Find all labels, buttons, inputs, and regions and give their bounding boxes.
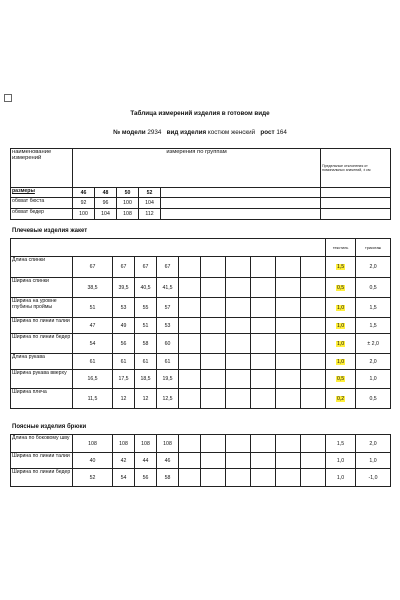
- value-cell: 108: [117, 209, 139, 220]
- tolerance-cell: [326, 278, 356, 298]
- value-cell: 92: [73, 198, 95, 209]
- value-cell: 51: [135, 318, 157, 334]
- tolerance-value: 1,0: [336, 322, 345, 329]
- value-cell: 104: [139, 198, 161, 209]
- size-cell: 48: [95, 188, 117, 198]
- row-label: Длина спинки: [11, 257, 73, 278]
- value-cell: 96: [95, 198, 117, 209]
- row-label: Ширина по линии талии: [11, 453, 73, 469]
- value-cell: 51: [73, 298, 113, 318]
- table-row: [11, 453, 391, 469]
- knit-cell: 1,5: [356, 318, 391, 334]
- table-row: [11, 389, 391, 409]
- knit-cell: 1,0: [356, 453, 391, 469]
- jacket-table: [10, 238, 391, 409]
- table-row: [11, 370, 391, 389]
- value-cell: 58: [157, 469, 179, 487]
- row-label: обхват бюста: [11, 198, 73, 209]
- model-value: 2934: [147, 129, 162, 136]
- table-row: [11, 198, 391, 209]
- value-cell: 61: [135, 354, 157, 370]
- value-cell: 11,5: [73, 389, 113, 409]
- value-cell: 61: [73, 354, 113, 370]
- value-cell: 60: [157, 334, 179, 354]
- value-cell: 55: [135, 298, 157, 318]
- tolerance-cell: [326, 298, 356, 318]
- value-cell: 53: [113, 298, 135, 318]
- value-cell: 56: [113, 334, 135, 354]
- trousers-table: [10, 434, 391, 487]
- tolerance-cell: [326, 334, 356, 354]
- value-cell: 19,5: [157, 370, 179, 389]
- tolerance-value: 1,0: [336, 358, 345, 365]
- height-value: 164: [276, 129, 287, 136]
- tolerance-cell: [326, 354, 356, 370]
- tolerance-value: 0,5: [336, 376, 345, 382]
- model-label: № модели: [113, 129, 146, 136]
- row-label: Длина по боковому шву: [11, 435, 73, 453]
- tolerance-value: 1,5: [336, 264, 345, 270]
- value-cell: 67: [73, 257, 113, 278]
- size-cell: 52: [139, 188, 161, 198]
- row-label: Длина рукава: [11, 354, 73, 370]
- knit-cell: 1,0: [356, 370, 391, 389]
- value-cell: 44: [135, 453, 157, 469]
- knit-cell: 0,5: [356, 278, 391, 298]
- value-cell: 18,5: [135, 370, 157, 389]
- value-cell: 12,5: [157, 389, 179, 409]
- knit-cell: 0,5: [356, 389, 391, 409]
- value-cell: 57: [157, 298, 179, 318]
- value-cell: 47: [73, 318, 113, 334]
- value-cell: 67: [157, 257, 179, 278]
- value-cell: 54: [73, 334, 113, 354]
- table-row: [11, 354, 391, 370]
- value-cell: 61: [157, 354, 179, 370]
- value-cell: 17,5: [113, 370, 135, 389]
- tolerance-value: 0,2: [336, 395, 345, 402]
- tolerance-cell: 1,0: [326, 453, 356, 469]
- knit-header: трикотаж: [356, 239, 391, 257]
- value-cell: 38,5: [73, 278, 113, 298]
- col-groups-header: измерения по группам: [73, 149, 321, 188]
- tolerance-cell: [326, 318, 356, 334]
- knit-cell: 2,0: [356, 435, 391, 453]
- table-row: [11, 334, 391, 354]
- table-row: [11, 318, 391, 334]
- value-cell: 40: [73, 453, 113, 469]
- table-row: [11, 209, 391, 220]
- value-cell: 100: [117, 198, 139, 209]
- knit-cell: ± 2,0: [356, 334, 391, 354]
- row-label: обхват бедер: [11, 209, 73, 220]
- tolerance-cell: [326, 257, 356, 278]
- sizes-label: размеры: [11, 188, 73, 198]
- row-label: Ширина спинки: [11, 278, 73, 298]
- knit-cell: -1,0: [356, 469, 391, 487]
- tolerance-value: 1,0: [336, 340, 345, 347]
- row-label: Ширина рукава вверху: [11, 370, 73, 389]
- tolerance-cell: [326, 370, 356, 389]
- tolerance-cell: [326, 389, 356, 409]
- value-cell: 12: [135, 389, 157, 409]
- table-row: [11, 278, 391, 298]
- value-cell: 40,5: [135, 278, 157, 298]
- type-value: костюм женский: [207, 129, 256, 136]
- table-row: [11, 257, 391, 278]
- value-cell: 39,5: [113, 278, 135, 298]
- value-cell: 56: [135, 469, 157, 487]
- size-cell: 50: [117, 188, 139, 198]
- table-move-handle-icon[interactable]: [4, 94, 12, 102]
- summary-table: [10, 148, 391, 220]
- type-label: вид изделия: [166, 129, 207, 136]
- value-cell: 108: [73, 435, 113, 453]
- value-cell: 54: [113, 469, 135, 487]
- value-cell: 53: [157, 318, 179, 334]
- knit-cell: 2,0: [356, 354, 391, 370]
- knit-cell: 1,5: [356, 298, 391, 318]
- value-cell: 42: [113, 453, 135, 469]
- value-cell: 12: [113, 389, 135, 409]
- table-row: [11, 469, 391, 487]
- value-cell: 52: [73, 469, 113, 487]
- value-cell: 16,5: [73, 370, 113, 389]
- value-cell: 67: [113, 257, 135, 278]
- value-cell: 67: [135, 257, 157, 278]
- table-row: [11, 435, 391, 453]
- value-cell: 61: [113, 354, 135, 370]
- row-label: Ширина по линии талии: [11, 318, 73, 334]
- tolerance-header: текстиль: [326, 239, 356, 257]
- col-name-header: наименование измерений: [11, 149, 73, 188]
- value-cell: 58: [135, 334, 157, 354]
- trousers-heading: Поясные изделия брюки: [12, 424, 87, 430]
- table-row: [11, 298, 391, 318]
- tolerance-value: 1,0: [336, 304, 345, 311]
- value-cell: 108: [157, 435, 179, 453]
- value-cell: 100: [73, 209, 95, 220]
- size-cell: 46: [73, 188, 95, 198]
- row-label: Ширина плеча: [11, 389, 73, 409]
- col-note-header: Предельные отклонения от номинальных значений, ± см: [321, 149, 391, 188]
- value-cell: 108: [113, 435, 135, 453]
- knit-cell: 2,0: [356, 257, 391, 278]
- value-cell: 49: [113, 318, 135, 334]
- value-cell: 46: [157, 453, 179, 469]
- tolerance-cell: 1,5: [326, 435, 356, 453]
- value-cell: 108: [135, 435, 157, 453]
- tolerance-cell: 1,0: [326, 469, 356, 487]
- document-subtitle: [0, 129, 400, 136]
- value-cell: 104: [95, 209, 117, 220]
- document-title: Таблица измерений изделия в готовом виде: [130, 110, 270, 117]
- tolerance-value: 0,5: [336, 284, 345, 291]
- row-label: Ширина на уровне глубины проймы: [11, 298, 73, 318]
- height-label: рост: [260, 129, 275, 136]
- row-label: Ширина по линии бедер: [11, 334, 73, 354]
- value-cell: 41,5: [157, 278, 179, 298]
- value-cell: 112: [139, 209, 161, 220]
- jacket-heading: Плечевые изделия жакет: [12, 228, 88, 234]
- row-label: Ширина по линии бедер: [11, 469, 73, 487]
